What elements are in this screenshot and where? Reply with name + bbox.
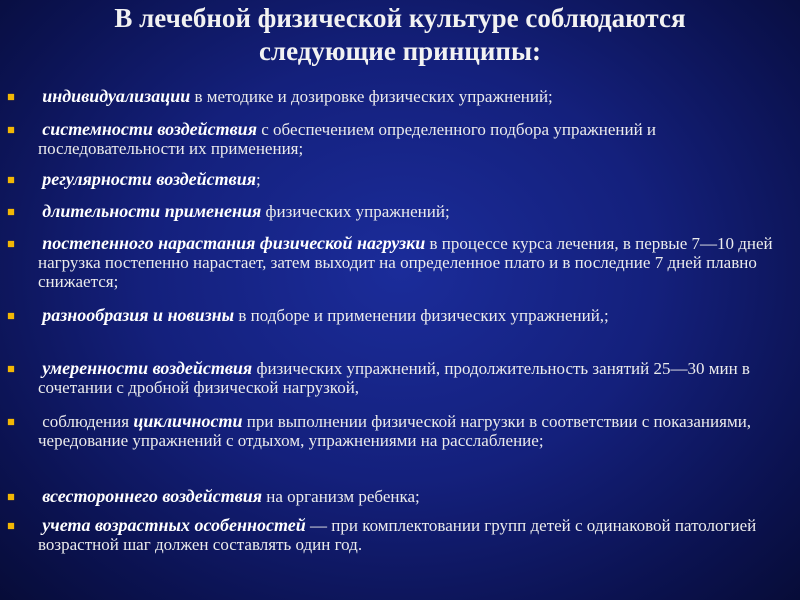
item-emphasis: длительности применения bbox=[42, 201, 262, 221]
item-text: ; bbox=[256, 170, 261, 189]
item-text: на организм ребенка; bbox=[262, 487, 420, 506]
bullet-icon bbox=[8, 94, 14, 100]
item-emphasis: постепенного нарастания физической нагрузки bbox=[42, 233, 426, 253]
bullet-icon bbox=[8, 313, 14, 319]
bullet-icon bbox=[8, 494, 14, 500]
item-emphasis: всестороннего воздействия bbox=[42, 486, 263, 506]
bullet-icon bbox=[8, 127, 14, 133]
bullet-icon bbox=[8, 177, 14, 183]
item-emphasis: умеренности воздействия bbox=[42, 358, 253, 378]
item-text: в процессе курса лечения, в первые 7—10 дней нагрузка постепенно нарастает, затем выходит на определенное плато и в последние 7 дней плавно снижается; bbox=[38, 234, 773, 291]
list-item-duration bbox=[38, 202, 778, 221]
item-emphasis: индивидуализации bbox=[42, 86, 191, 106]
item-text: в подборе и применении физических упражнений,; bbox=[234, 306, 609, 325]
item-text: при выполнении физической нагрузки в соответствии с показаниями, чередование упражнений с отдыхом, упражнениями на расслабление; bbox=[38, 412, 752, 450]
item-text: в методике и дозировке физических упражнений; bbox=[190, 87, 553, 106]
title-line-2: следующие принципы: bbox=[258, 36, 542, 66]
bullet-icon bbox=[8, 241, 14, 247]
item-emphasis: системности воздействия bbox=[42, 119, 257, 139]
item-emphasis: цикличности bbox=[133, 411, 243, 431]
bullet-icon bbox=[8, 366, 14, 372]
bullet-icon bbox=[8, 209, 14, 215]
list-item-regularity bbox=[38, 170, 778, 189]
item-emphasis: разнообразия и новизны bbox=[42, 305, 235, 325]
item-text: физических упражнений; bbox=[261, 202, 450, 221]
list-item-gradual-load bbox=[38, 234, 778, 291]
list-item-moderation bbox=[38, 359, 778, 397]
list-item-individualization bbox=[38, 87, 778, 106]
list-item-cyclicity bbox=[38, 412, 778, 450]
list-item-systematic bbox=[38, 120, 778, 158]
bullet-icon bbox=[8, 419, 14, 425]
item-emphasis: учета возрастных особенностей bbox=[42, 515, 306, 535]
item-text: физических упражнений, продолжительность занятий 25—30 мин в сочетании с дробной физической нагрузкой, bbox=[38, 359, 750, 397]
item-text: с обеспечением определенного подбора упражнений и последовательности их применения; bbox=[38, 120, 657, 158]
title-line-1: В лечебной физической культуре соблюдаются bbox=[114, 3, 686, 33]
bullet-icon bbox=[8, 523, 14, 529]
list-item-comprehensive bbox=[38, 487, 778, 506]
list-item-age-features bbox=[38, 516, 778, 554]
list-item-variety bbox=[38, 306, 778, 325]
item-prefix: соблюдения bbox=[42, 412, 134, 431]
item-text: — при комплектовании групп детей с одинаковой патологией возрастной шаг должен составлять один год. bbox=[38, 516, 757, 554]
item-emphasis: регулярности воздействия bbox=[42, 169, 256, 189]
